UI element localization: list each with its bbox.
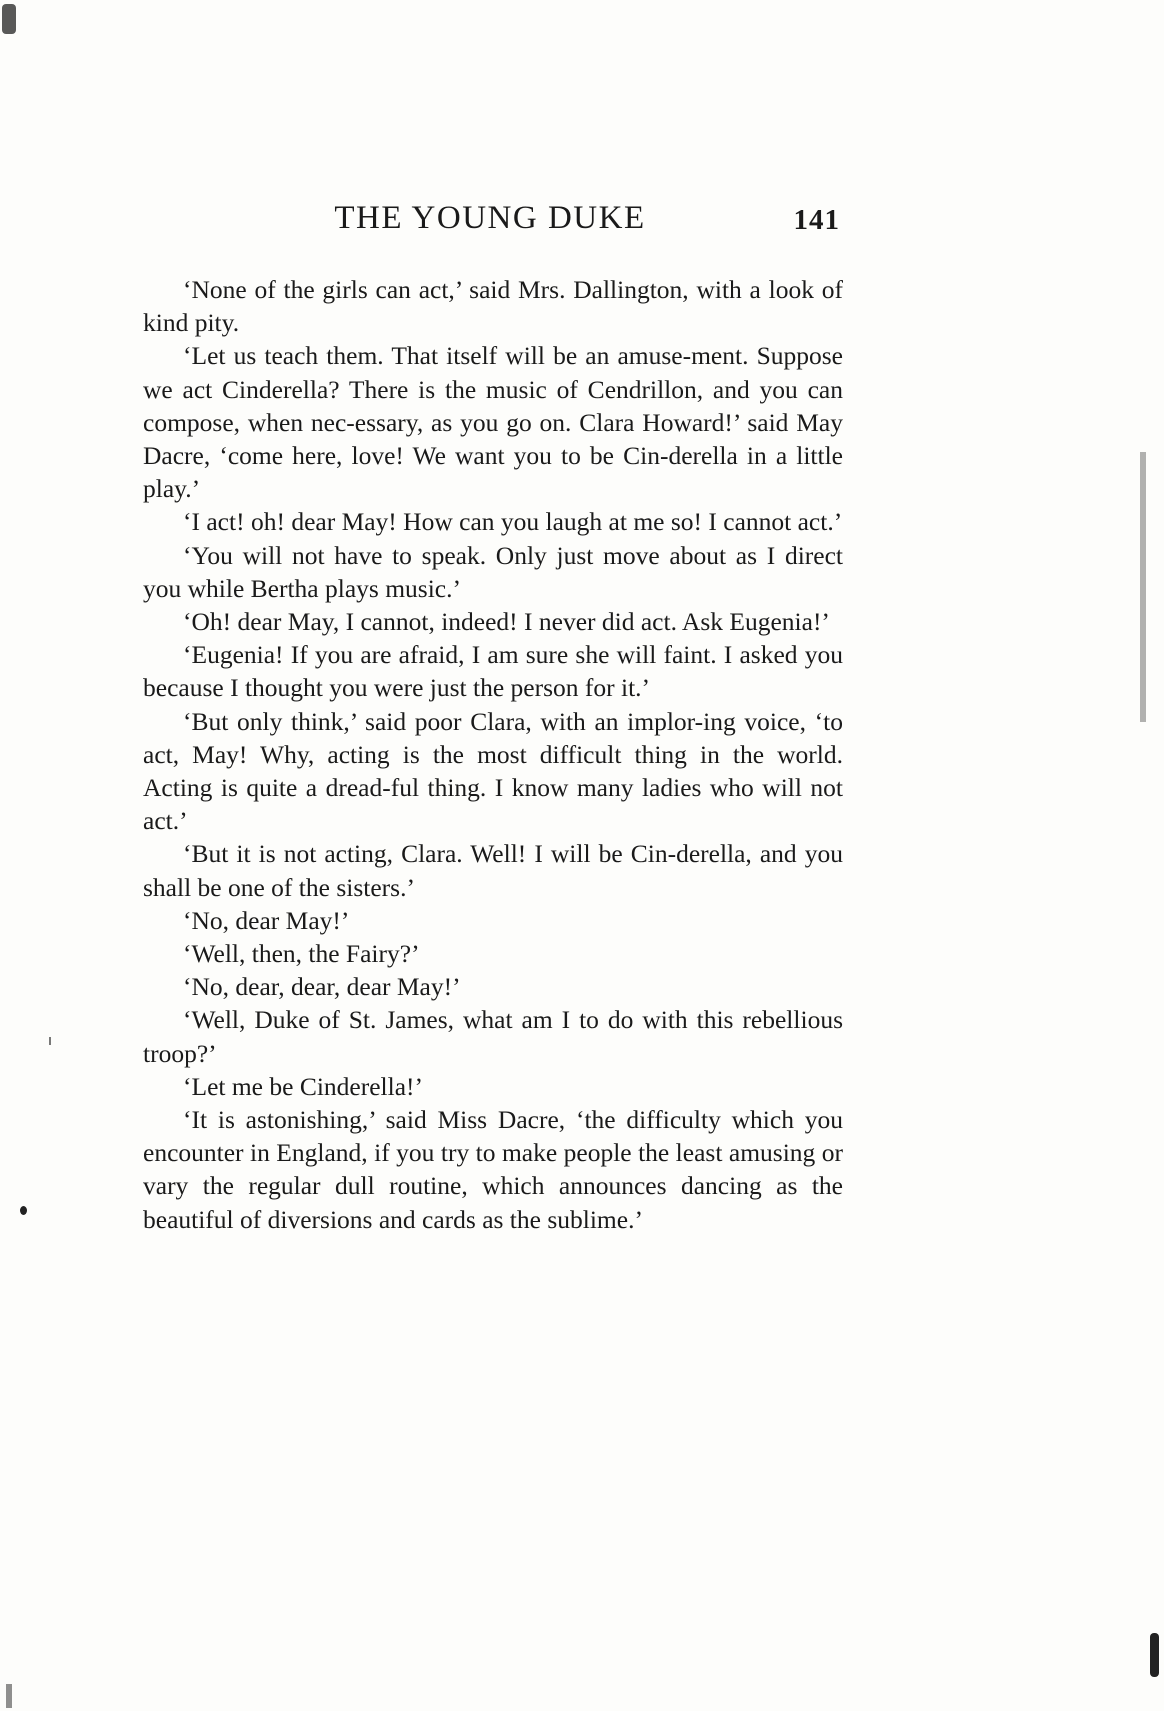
scan-speck [6,1684,12,1708]
paragraph: ‘No, dear May!’ [183,905,350,935]
scan-speck [1150,1633,1159,1677]
scan-speck [2,4,16,34]
paragraph: ‘I act! oh! dear May! How can you laugh at me so! I cannot act.’ [183,507,843,537]
scan-speck [49,1037,51,1045]
paragraph: ‘Well, then, the Fairy?’ [183,939,420,969]
running-head [140,196,840,240]
paragraph: ‘Oh! dear May, I cannot, indeed! I never did act. Ask Eugenia!’ [183,607,830,637]
paragraph: ‘None of the girls can act,’ said Mrs. Dallington, with a look of kind pity. [143,275,843,338]
paragraph: ‘Let me be Cinderella!’ [183,1071,424,1101]
paragraph: ‘Eugenia! If you are afraid, I am sure she will faint. I asked you because I thought you were just the person for it.’ [143,640,843,703]
paragraph: ‘But it is not acting, Clara. Well! I will be Cin-derella, and you shall be one of the sisters.’ [143,839,843,902]
paragraph: ‘No, dear, dear, dear May!’ [183,972,461,1002]
paragraph: ‘You will not have to speak. Only just move about as I direct you while Bertha plays music.’ [143,540,843,603]
body-text [143,273,843,1236]
paragraph: ‘Let us teach them. That itself will be an amuse-ment. Suppose we act Cinderella? There is the music of Cendrillon, and you can compose, when nec-essary, as you go on. Clara Howard!’ said May Dacre, ‘come here, love! We want you to be Cin-derella in a little play.’ [143,341,843,504]
paragraph: ‘It is astonishing,’ said Miss Dacre, ‘the difficulty which you encounter in England, if you try to make people the least amusing or vary the regular dull routine, which announces dancing as the beautiful of diversions and cards as the sublime.’ [143,1105,843,1234]
paragraph: ‘But only think,’ said poor Clara, with an implor-ing voice, ‘to act, May! Why, acting is the most difficult thing in the world. Acting is quite a dread-ful thing. I know many ladies who will not act.’ [143,706,843,836]
scan-speck [20,1206,27,1215]
paragraph: ‘Well, Duke of St. James, what am I to do with this rebellious troop?’ [143,1005,843,1068]
page-number: 141 [793,204,840,236]
running-title: THE YOUNG DUKE [334,200,646,236]
scan-noise-strip [1140,452,1146,722]
